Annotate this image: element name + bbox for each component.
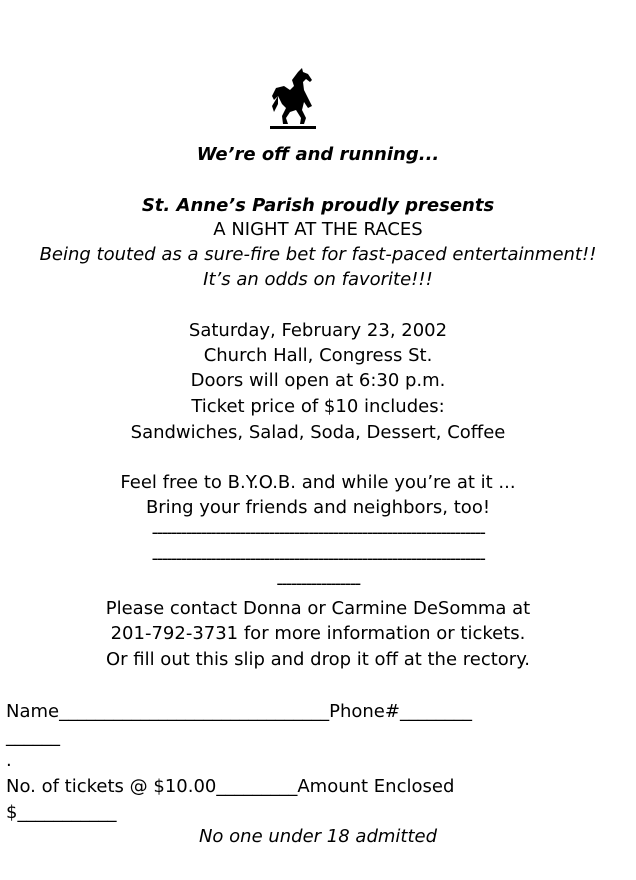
event-location: Church Hall, Congress St.: [203, 345, 433, 366]
age-notice: No one under 18 admitted: [198, 826, 438, 847]
event-title: A NIGHT AT THE RACES: [213, 219, 423, 240]
divider: --------------------------------------------------------------------: [151, 548, 485, 569]
byob-line: Feel free to B.Y.O.B. and while you’re at it ...: [120, 472, 516, 493]
contact-line: Please contact Donna or Carmine DeSomma at: [105, 598, 531, 619]
divider: --------------------------------------------------------------------: [151, 522, 485, 543]
tickets-amount-field[interactable]: No. of tickets @ $10.00_________Amount Enclosed: [6, 776, 455, 797]
odds-line: It’s an odds on favorite!!!: [203, 269, 433, 290]
stray-period: .: [6, 750, 12, 771]
rectory-line: Or fill out this slip and drop it off at the rectory.: [105, 649, 531, 670]
menu-items: Sandwiches, Salad, Soda, Dessert, Coffee: [130, 422, 506, 443]
divider: -----------------: [276, 573, 360, 594]
phone-field-continuation[interactable]: ______: [6, 726, 60, 747]
tagline: We’re off and running...: [196, 144, 440, 165]
doors-time: Doors will open at 6:30 p.m.: [190, 370, 446, 391]
event-date: Saturday, February 23, 2002: [188, 320, 448, 341]
contact-phone-line: 201-792-3731 for more information or tickets.: [110, 623, 526, 644]
amount-field[interactable]: $___________: [6, 802, 117, 823]
name-phone-field[interactable]: Name______________________________Phone#________: [6, 701, 472, 722]
touted-line: Being touted as a sure-fire bet for fast-paced entertainment!!: [39, 244, 597, 265]
friends-line: Bring your friends and neighbors, too!: [145, 497, 491, 518]
ticket-price: Ticket price of $10 includes:: [191, 396, 445, 417]
presenter-line: St. Anne’s Parish proudly presents: [141, 195, 495, 216]
horse-icon: [268, 66, 318, 132]
